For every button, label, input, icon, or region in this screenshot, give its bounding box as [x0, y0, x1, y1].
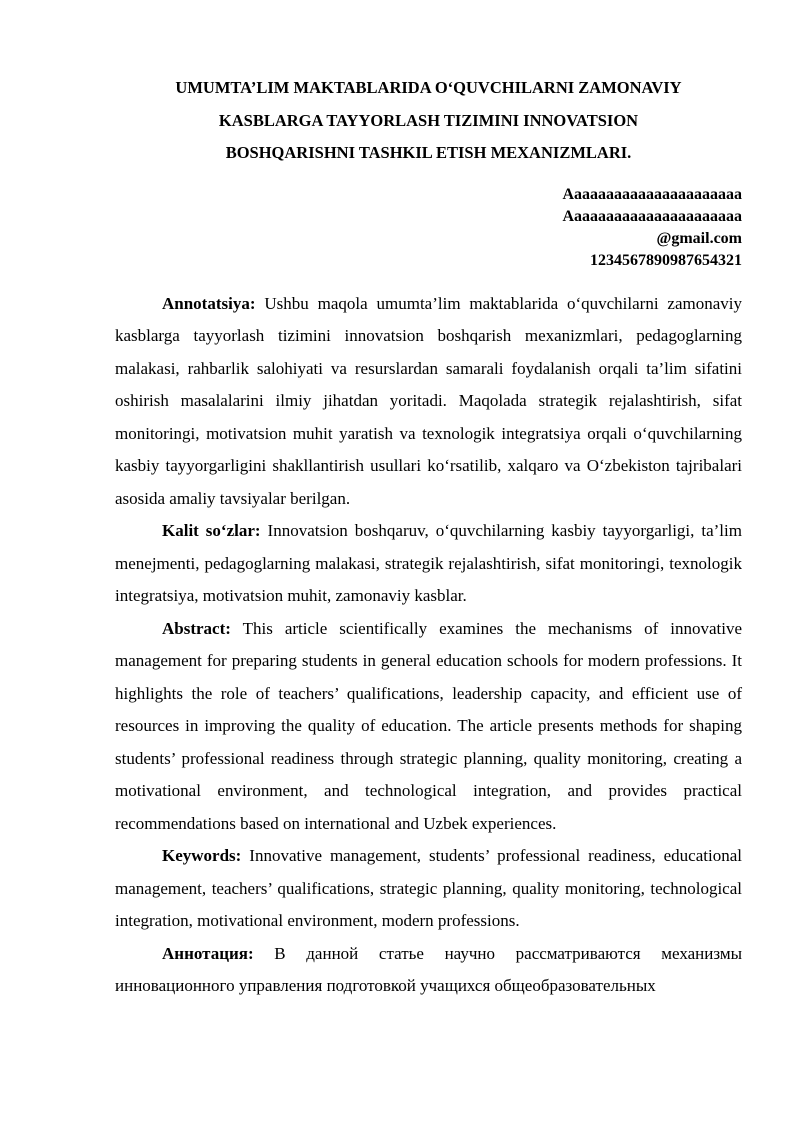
annotation-uz-text: Ushbu maqola umumta’lim maktablarida o‘quvchilarni zamonaviy kasblarga tayyorlash tizimini innovatsion boshqarish mexanizmlari, pedagoglarning malakasi, rahbarlik salohiyati va resurslardan samarali foydalanish orqali ta’lim sifatini oshirish masalalarini ilmiy jihatdan yoritadi. Maqolada strategik rejalashtirish, sifat monitoringi, motivatsion muhit yaratish va texnologik integratsiya orqali o‘quvchilarning kasbiy tayyorgarligini shakllantirish usullari ko‘rsatilib, xalqaro va O‘zbekiston tajribalari asosida amaliy tavsiyalar berilgan. [115, 293, 742, 508]
annotation-ru-text: В данной статье научно рассматриваются механизмы инновационного управления подготовкой учащихся общеобразовательных [115, 943, 742, 995]
keywords-uz-text: Innovatsion boshqaruv, o‘quvchilarning kasbiy tayyorgarligi, ta’lim menejmenti, pedagoglarning malakasi, strategik rejalashtirish, sifat monitoringi, texnologik integratsiya, motivatsion muhit, zamonaviy kasblar. [115, 521, 742, 605]
author-name-line-1: Aaaaaaaaaaaaaaaaaaaaaa [562, 185, 742, 203]
annotation-uz-label: Annotatsiya: [162, 293, 256, 313]
keywords-en [115, 840, 742, 938]
keywords-en-label: Keywords: [162, 846, 242, 865]
abstract-en-label: Abstract: [162, 618, 231, 638]
keywords-uz [115, 515, 742, 613]
author-block [115, 184, 742, 272]
paper-title [115, 72, 742, 170]
author-name-line-2: Aaaaaaaaaaaaaaaaaaaaaa [562, 207, 742, 225]
keywords-uz-label: Kalit so‘zlar: [162, 521, 261, 540]
keywords-en-text: Innovative management, students’ professional readiness, educational management, teachers’ qualifications, strategic planning, quality monitoring, technological integration, motivational environment, modern professions. [115, 846, 742, 930]
author-phone: 1234567890987654321 [590, 251, 742, 269]
annotation-ru [115, 938, 742, 1003]
paper-page [115, 0, 742, 1003]
title-line: KASBLARGA TAYYORLASH TIZIMINI INNOVATSION [218, 110, 639, 130]
abstract-en [115, 613, 742, 841]
author-email: @gmail.com [656, 229, 742, 247]
title-line: UMUMTA’LIM MAKTABLARIDA O‘QUVCHILARNI ZAMONAVIY [175, 78, 682, 97]
annotation-uz [115, 288, 742, 516]
annotation-ru-label: Аннотация: [162, 943, 254, 963]
abstract-en-text: This article scientifically examines the mechanisms of innovative management for preparing students in general education schools for modern professions. It highlights the role of teachers’ qualifications, leadership capacity, and efficient use of resources in improving the quality of education. The article presents methods for shaping students’ professional readiness through strategic planning, quality monitoring, creating a motivational environment, and technological integration, and provides practical recommendations based on international and Uzbek experiences. [115, 618, 742, 833]
title-line: BOSHQARISHNI TASHKIL ETISH MEXANIZMLARI. [225, 143, 632, 162]
